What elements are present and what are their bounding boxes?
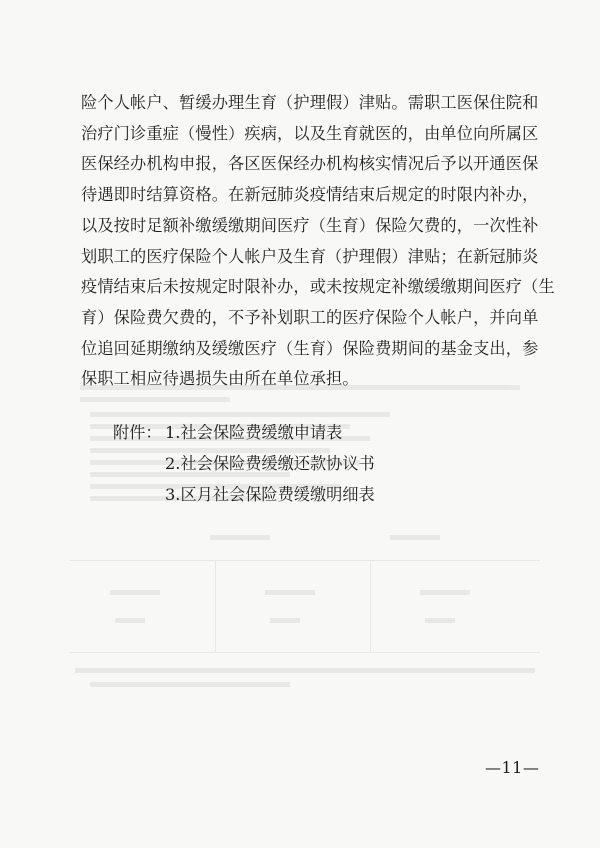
paragraph-line: 治疗门诊重症（慢性）疾病，以及生育就医的，由单位向所属区 (81, 123, 539, 143)
paragraph-line: 医保经办机构申报，各区医保经办机构核实情况后予以开通医保 (81, 154, 539, 174)
paragraph-line: 保职工相应待遇损失由所在单位承担。 (81, 369, 359, 389)
attachment-item: 3.区月社会保险费缓缴明细表 (165, 484, 375, 504)
paragraph-line: 疫情结束后未按规定时限补办，或未按规定补缴缓缴期间医疗（生 (81, 277, 555, 297)
paragraph-line: 待遇即时结算资格。在新冠肺炎疫情结束后规定的时限内补办， (81, 185, 539, 205)
paragraph-line: 育）保险费欠费的，不予补划职工的医疗保险个人帐户，并向单 (81, 307, 539, 327)
paragraph-line: 划职工的医疗保险个人帐户及生育（护理假）津贴；在新冠肺炎 (81, 246, 539, 266)
attachment-row (113, 480, 375, 511)
attachments-list (113, 418, 375, 510)
attachments-label: 附件： (113, 423, 162, 442)
body-paragraph (81, 88, 555, 395)
page-number: —11— (485, 758, 540, 777)
attachment-item: 2.社会保险费缓缴还款协议书 (165, 453, 375, 473)
paragraph-line: 以及按时足额补缴缓缴期间医疗（生育）保险欠费的，一次性补 (81, 215, 539, 235)
attachment-row (113, 418, 375, 449)
attachment-row (113, 449, 375, 480)
paragraph-line: 险个人帐户、暂缓办理生育（护理假）津贴。需职工医保住院和 (81, 93, 539, 112)
paragraph-line: 位追回延期缴纳及缓缴医疗（生育）保险费期间的基金支出，参 (81, 338, 539, 358)
attachment-item: 1.社会保险费缓缴申请表 (165, 423, 343, 442)
